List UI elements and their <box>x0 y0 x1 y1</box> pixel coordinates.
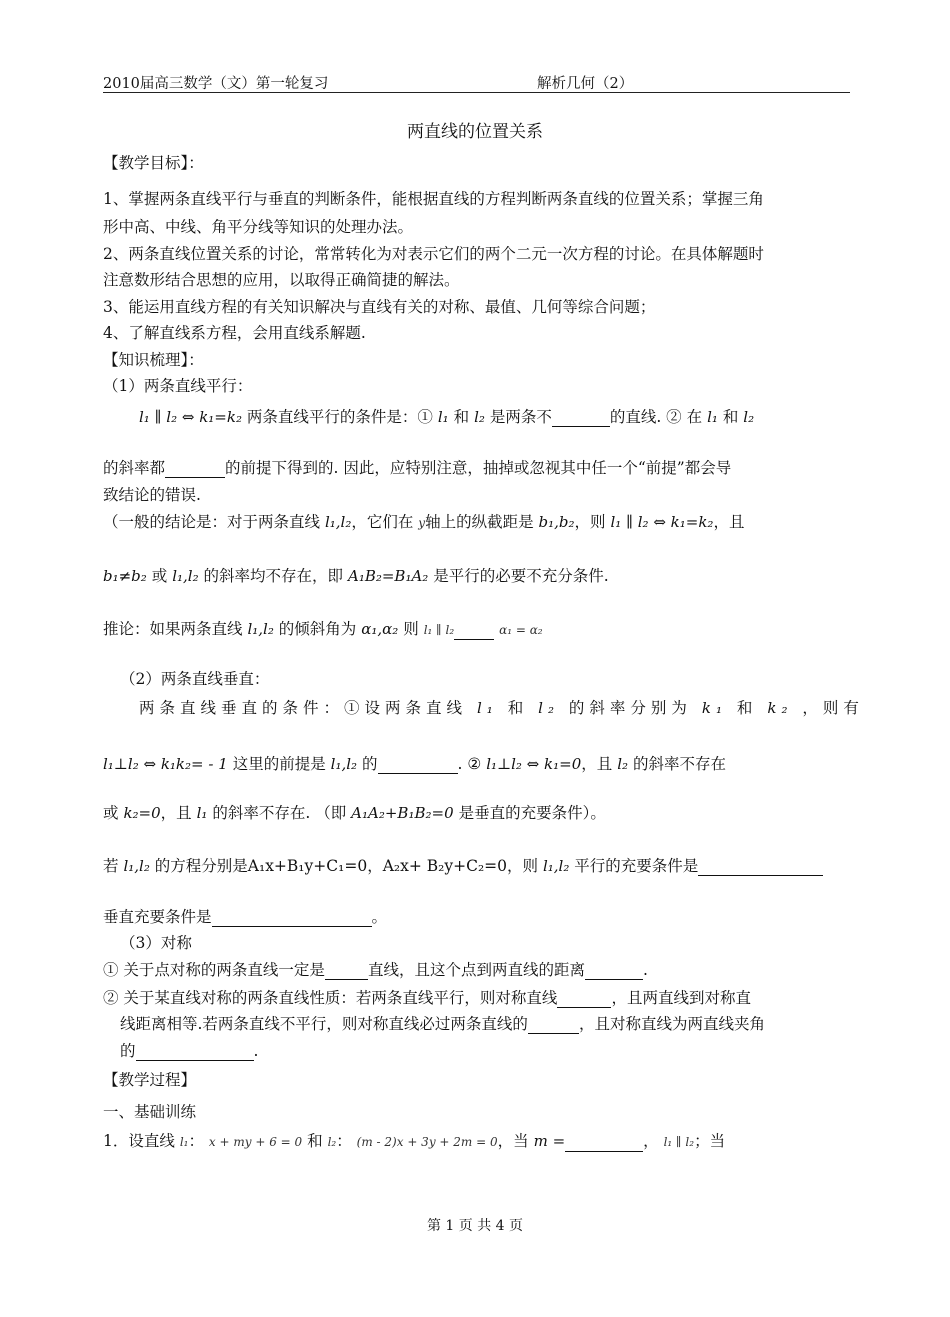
knowledge-heading: 【知识梳理】： <box>103 351 204 369</box>
process-heading: 【教学过程】 <box>103 1071 197 1089</box>
question-1: 1．设直线 l₁： x + my + 6 = 0 和 l₂： (m - 2)x + 3y + 2m = 0，当 m = ， l₁ ∥ l₂；当 <box>103 1132 726 1150</box>
symmetry-line-3: 线距离相等.若两条直线不平行，则对称直线必过两条直线的 ，且对称直线为两直线夹角 <box>120 1015 765 1033</box>
blank <box>585 963 643 980</box>
blank <box>454 629 494 640</box>
blank <box>557 991 611 1008</box>
parallel-line-2: 的斜率都 的前提下得到的. 因此，应特别注意，抽掉或忽视其中任一个“前提”都会导 <box>103 459 732 477</box>
goal-4: 4、了解直线系方程，会用直线系解题. <box>103 324 366 342</box>
symmetry-line-2: ② 关于某直线对称的两条直线性质：若两条直线平行，则对称直线 ，且两直线到对称直 <box>103 989 751 1007</box>
goal-2b: 注意数形结合思想的应用，以取得正确简捷的解法。 <box>103 271 460 289</box>
page-title: 两直线的位置关系 <box>407 122 543 142</box>
symmetry-line-1: ① 关于点对称的两条直线一定是 直线，且这个点到两直线的距离 . <box>103 961 648 979</box>
symmetry-title: （3）对称 <box>120 934 192 952</box>
blank <box>212 910 372 927</box>
blank <box>165 461 225 478</box>
header-course: 2010届高三数学（文）第一轮复习 <box>103 76 329 92</box>
parallel-line-1: l₁ ∥ l₂ ⇔ k₁=k₂ 两条直线平行的条件是：① l₁ 和 l₂ 是两条不 的直线. ② 在 l₁ 和 l₂ <box>139 408 755 426</box>
perp-line-5: 垂直充要条件是 。 <box>103 908 388 926</box>
blank <box>565 1135 643 1152</box>
header-chapter: 解析几何（2） <box>537 76 634 92</box>
goal-2a: 2、两条直线位置关系的讨论，常常转化为对表示它们的两个二元一次方程的讨论。在具体解题时 <box>103 245 764 263</box>
blank <box>136 1044 254 1061</box>
parallel-line-5: b₁≠b₂ 或 l₁,l₂ 的斜率均不存在，即 A₁B₂=B₁A₂ 是平行的必要不充分条件. <box>103 567 609 585</box>
blank <box>325 963 368 980</box>
page-footer: 第 1 页 共 4 页 <box>426 1218 524 1234</box>
corollary-line: 推论：如果两条直线 l₁,l₂ 的倾斜角为 α₁,α₂ 则 l₁ ∥ l₂ α₁ = α₂ <box>103 620 543 638</box>
page-header <box>103 70 850 93</box>
parallel-line-4: （一般的结论是：对于两条直线 l₁,l₂，它们在 y轴上的纵截距是 b₁,b₂，则 l₁ ∥ l₂ ⇔ k₁=k₂，且 <box>103 513 745 531</box>
goal-1a: 1、掌握两条直线平行与垂直的判断条件，能根据直线的方程判断两条直线的位置关系；掌握三角 <box>103 190 764 208</box>
goals-heading: 【教学目标】： <box>103 154 204 172</box>
perp-line-2: l₁⊥l₂ ⇔ k₁k₂= - 1 这里的前提是 l₁,l₂ 的 . ② l₁⊥l₂ ⇔ k₁=0，且 l₂ 的斜率不存在 <box>103 755 726 773</box>
perp-line-3: 或 k₂=0，且 l₁ 的斜率不存在. （即 A₁A₂+B₁B₂=0 是垂直的充要条件）。 <box>103 804 606 822</box>
perp-line-4: 若 l₁,l₂ 的方程分别是A₁x+B₁y+C₁=0，A₂x+ B₂y+C₂=0，则 l₁,l₂ 平行的充要条件是 <box>103 856 823 876</box>
process-subheading: 一、基础训练 <box>103 1103 197 1121</box>
symmetry-line-4: 的 . <box>120 1042 259 1060</box>
blank <box>698 859 823 876</box>
goal-1b: 形中高、中线、角平分线等知识的处理办法。 <box>103 218 414 236</box>
formula-perp-cond: A₁A₂+B₁B₂=0 <box>351 804 454 822</box>
parallel-title: （1）两条直线平行： <box>103 377 253 395</box>
blank <box>552 410 610 427</box>
parallel-line-3: 致结论的错误. <box>103 486 201 504</box>
perp-line-1: 两条直线垂直的条件：①设两条直线 l₁ 和 l₂ 的斜率分别为 k₁ 和 k₂ ，则有 <box>139 699 864 717</box>
formula-a1b2: A₁B₂=B₁A₂ <box>347 567 429 585</box>
blank <box>528 1017 579 1034</box>
perpendicular-title: （2）两条直线垂直： <box>120 670 270 688</box>
goal-3: 3、能运用直线方程的有关知识解决与直线有关的对称、最值、几何等综合问题； <box>103 298 656 316</box>
formula-parallel-equiv: l₁ ∥ l₂ ⇔ k₁=k₂ <box>139 408 242 426</box>
blank <box>378 757 458 774</box>
